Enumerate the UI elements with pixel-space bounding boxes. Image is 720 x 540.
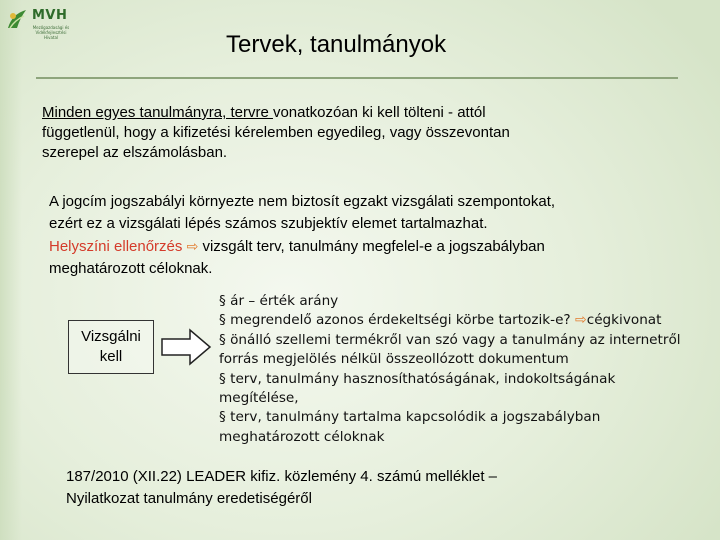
- title-divider: [36, 77, 678, 79]
- mvh-logo: [6, 6, 68, 46]
- intro-line1-rest: vonatkozóan ki kell tölteni - attól: [272, 104, 486, 121]
- checklist-line: § önálló szellemi termékről van szó vagy a tanulmány az internetről: [219, 331, 681, 348]
- logo-subtitle: Mezőgazdasági és Vidékfejlesztési Hivatal: [32, 25, 70, 40]
- logo-mark-icon: [6, 8, 28, 30]
- intro-line3: szerepel az elszámolásban.: [42, 144, 228, 161]
- legal-line3-rest: vizsgált terv, tanulmány megfelel-e a jogszabályban: [202, 238, 545, 255]
- left-decor-strip: [0, 0, 22, 540]
- intro-underlined: Minden egyes tanulmányra, tervre: [42, 104, 273, 121]
- onsite-check-highlight: Helyszíni ellenőrzés: [49, 238, 183, 255]
- right-arrow-icon: ⇨: [186, 238, 199, 254]
- check-box-line1: Vizsgálni: [81, 328, 141, 345]
- checklist-line: § terv, tanulmány hasznosíthatóságának, indokoltságának: [219, 370, 616, 387]
- block-arrow-icon: [160, 328, 212, 366]
- right-arrow-icon: ⇨: [574, 312, 587, 329]
- checklist-line: [219, 311, 699, 330]
- checklist-line: meghatározott céloknak: [219, 428, 385, 445]
- checklist-line: § terv, tanulmány tartalma kapcsolódik a jogszabályban: [219, 409, 601, 426]
- legal-line4: meghatározott céloknak.: [49, 260, 213, 277]
- page-title: Tervek, tanulmányok: [226, 31, 447, 58]
- checklist-line: forrás megjelölés nélkül összeollózott dokumentum: [219, 351, 569, 368]
- logo-name: MVH: [32, 8, 68, 23]
- check-required-box: [68, 320, 154, 374]
- intro-paragraph: [42, 103, 662, 163]
- checklist-line: § ár – érték arány: [219, 293, 339, 309]
- checklist: [219, 292, 699, 447]
- intro-line2: függetlenül, hogy a kifizetési kérelemben egyedileg, vagy összevontan: [42, 124, 510, 141]
- legal-reference: [66, 466, 686, 510]
- check-box-line2: kell: [99, 348, 123, 365]
- legal-line1: A jogcím jogszabályi környezte nem biztosít egzakt vizsgálati szempontokat,: [49, 193, 556, 210]
- checklist-line: megítélése,: [219, 390, 299, 407]
- reference-line2: Nyilatkozat tanulmány eredetiségéről: [66, 490, 312, 507]
- checklist-line-text: § megrendelő azonos érdekeltségi körbe tartozik-e?: [219, 312, 571, 329]
- legal-line2: ezért ez a vizsgálati lépés számos szubjektív elemet tartalmazhat.: [49, 215, 488, 232]
- checklist-tail: cégkivonat: [586, 312, 662, 329]
- legal-paragraph: [49, 191, 689, 280]
- reference-line1: 187/2010 (XII.22) LEADER kifiz. közlemény 4. számú melléklet –: [66, 468, 498, 485]
